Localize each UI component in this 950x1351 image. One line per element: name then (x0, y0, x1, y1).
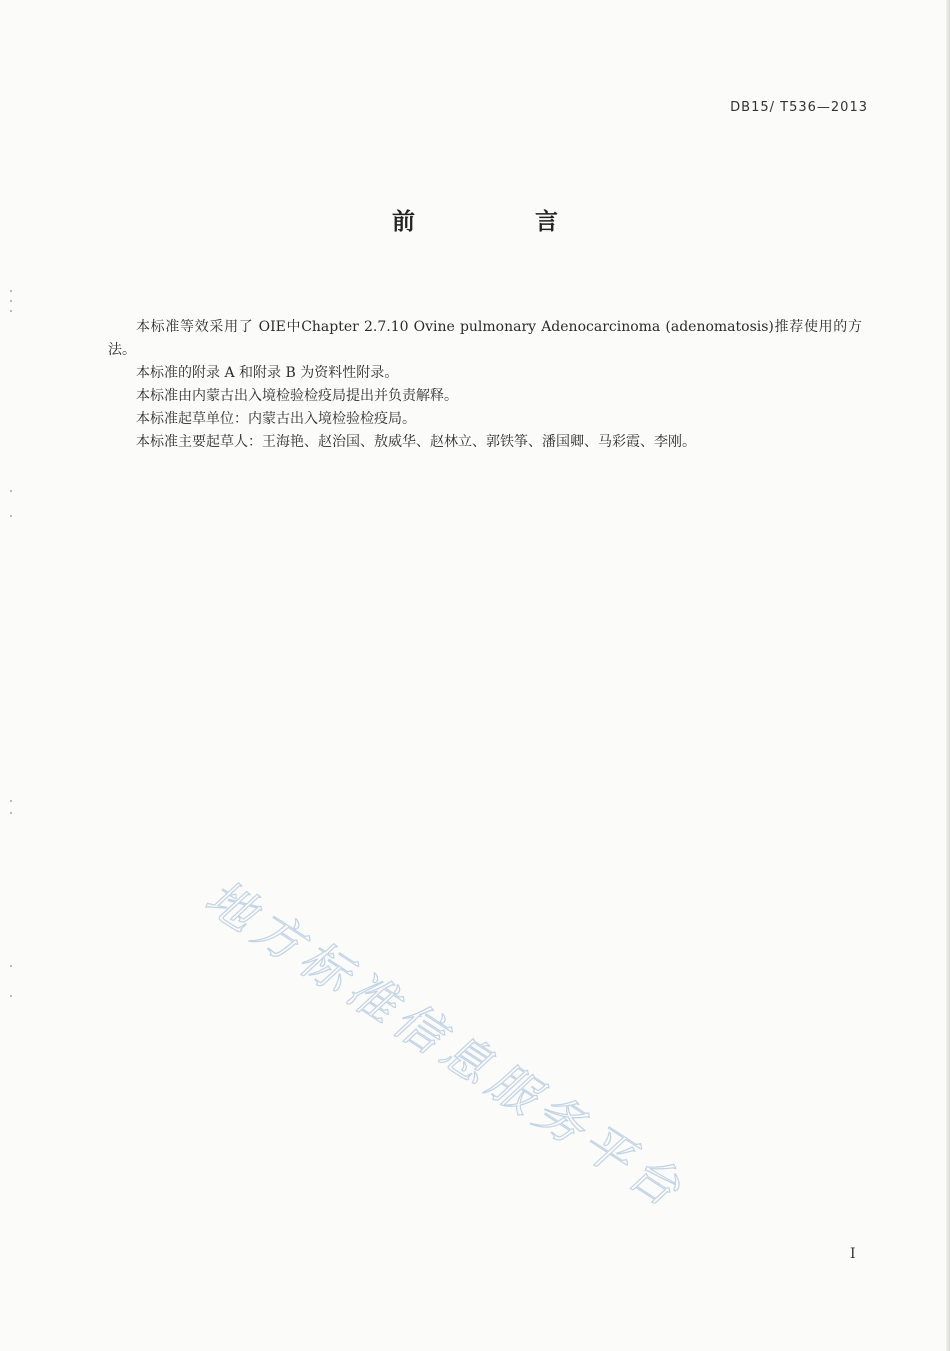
paragraph-proposer: 本标准由内蒙古出入境检验检疫局提出并负责解释。 (136, 388, 458, 404)
page-number: I (850, 1246, 856, 1262)
paragraph-drafters: 本标准主要起草人：王海艳、赵治国、敖威华、赵林立、郭铁筝、潘国卿、马彩霞、李刚。 (136, 434, 696, 450)
paragraph-appendix: 本标准的附录 A 和附录 B 为资料性附录。 (136, 365, 399, 381)
foreword-body (108, 316, 862, 454)
standard-code: DB15/ T536—2013 (730, 100, 868, 115)
paragraph-drafting-unit: 本标准起草单位：内蒙古出入境检验检疫局。 (136, 411, 416, 427)
paragraph-adoption: 本标准等效采用了 OIE中Chapter 2.7.10 Ovine pulmonary Adenocarcinoma (adenomatosis)推荐使用的方法。 (108, 319, 862, 358)
watermark: 地方标准信息服务平台 (195, 869, 696, 1222)
page-title: 前 言 (391, 209, 614, 235)
